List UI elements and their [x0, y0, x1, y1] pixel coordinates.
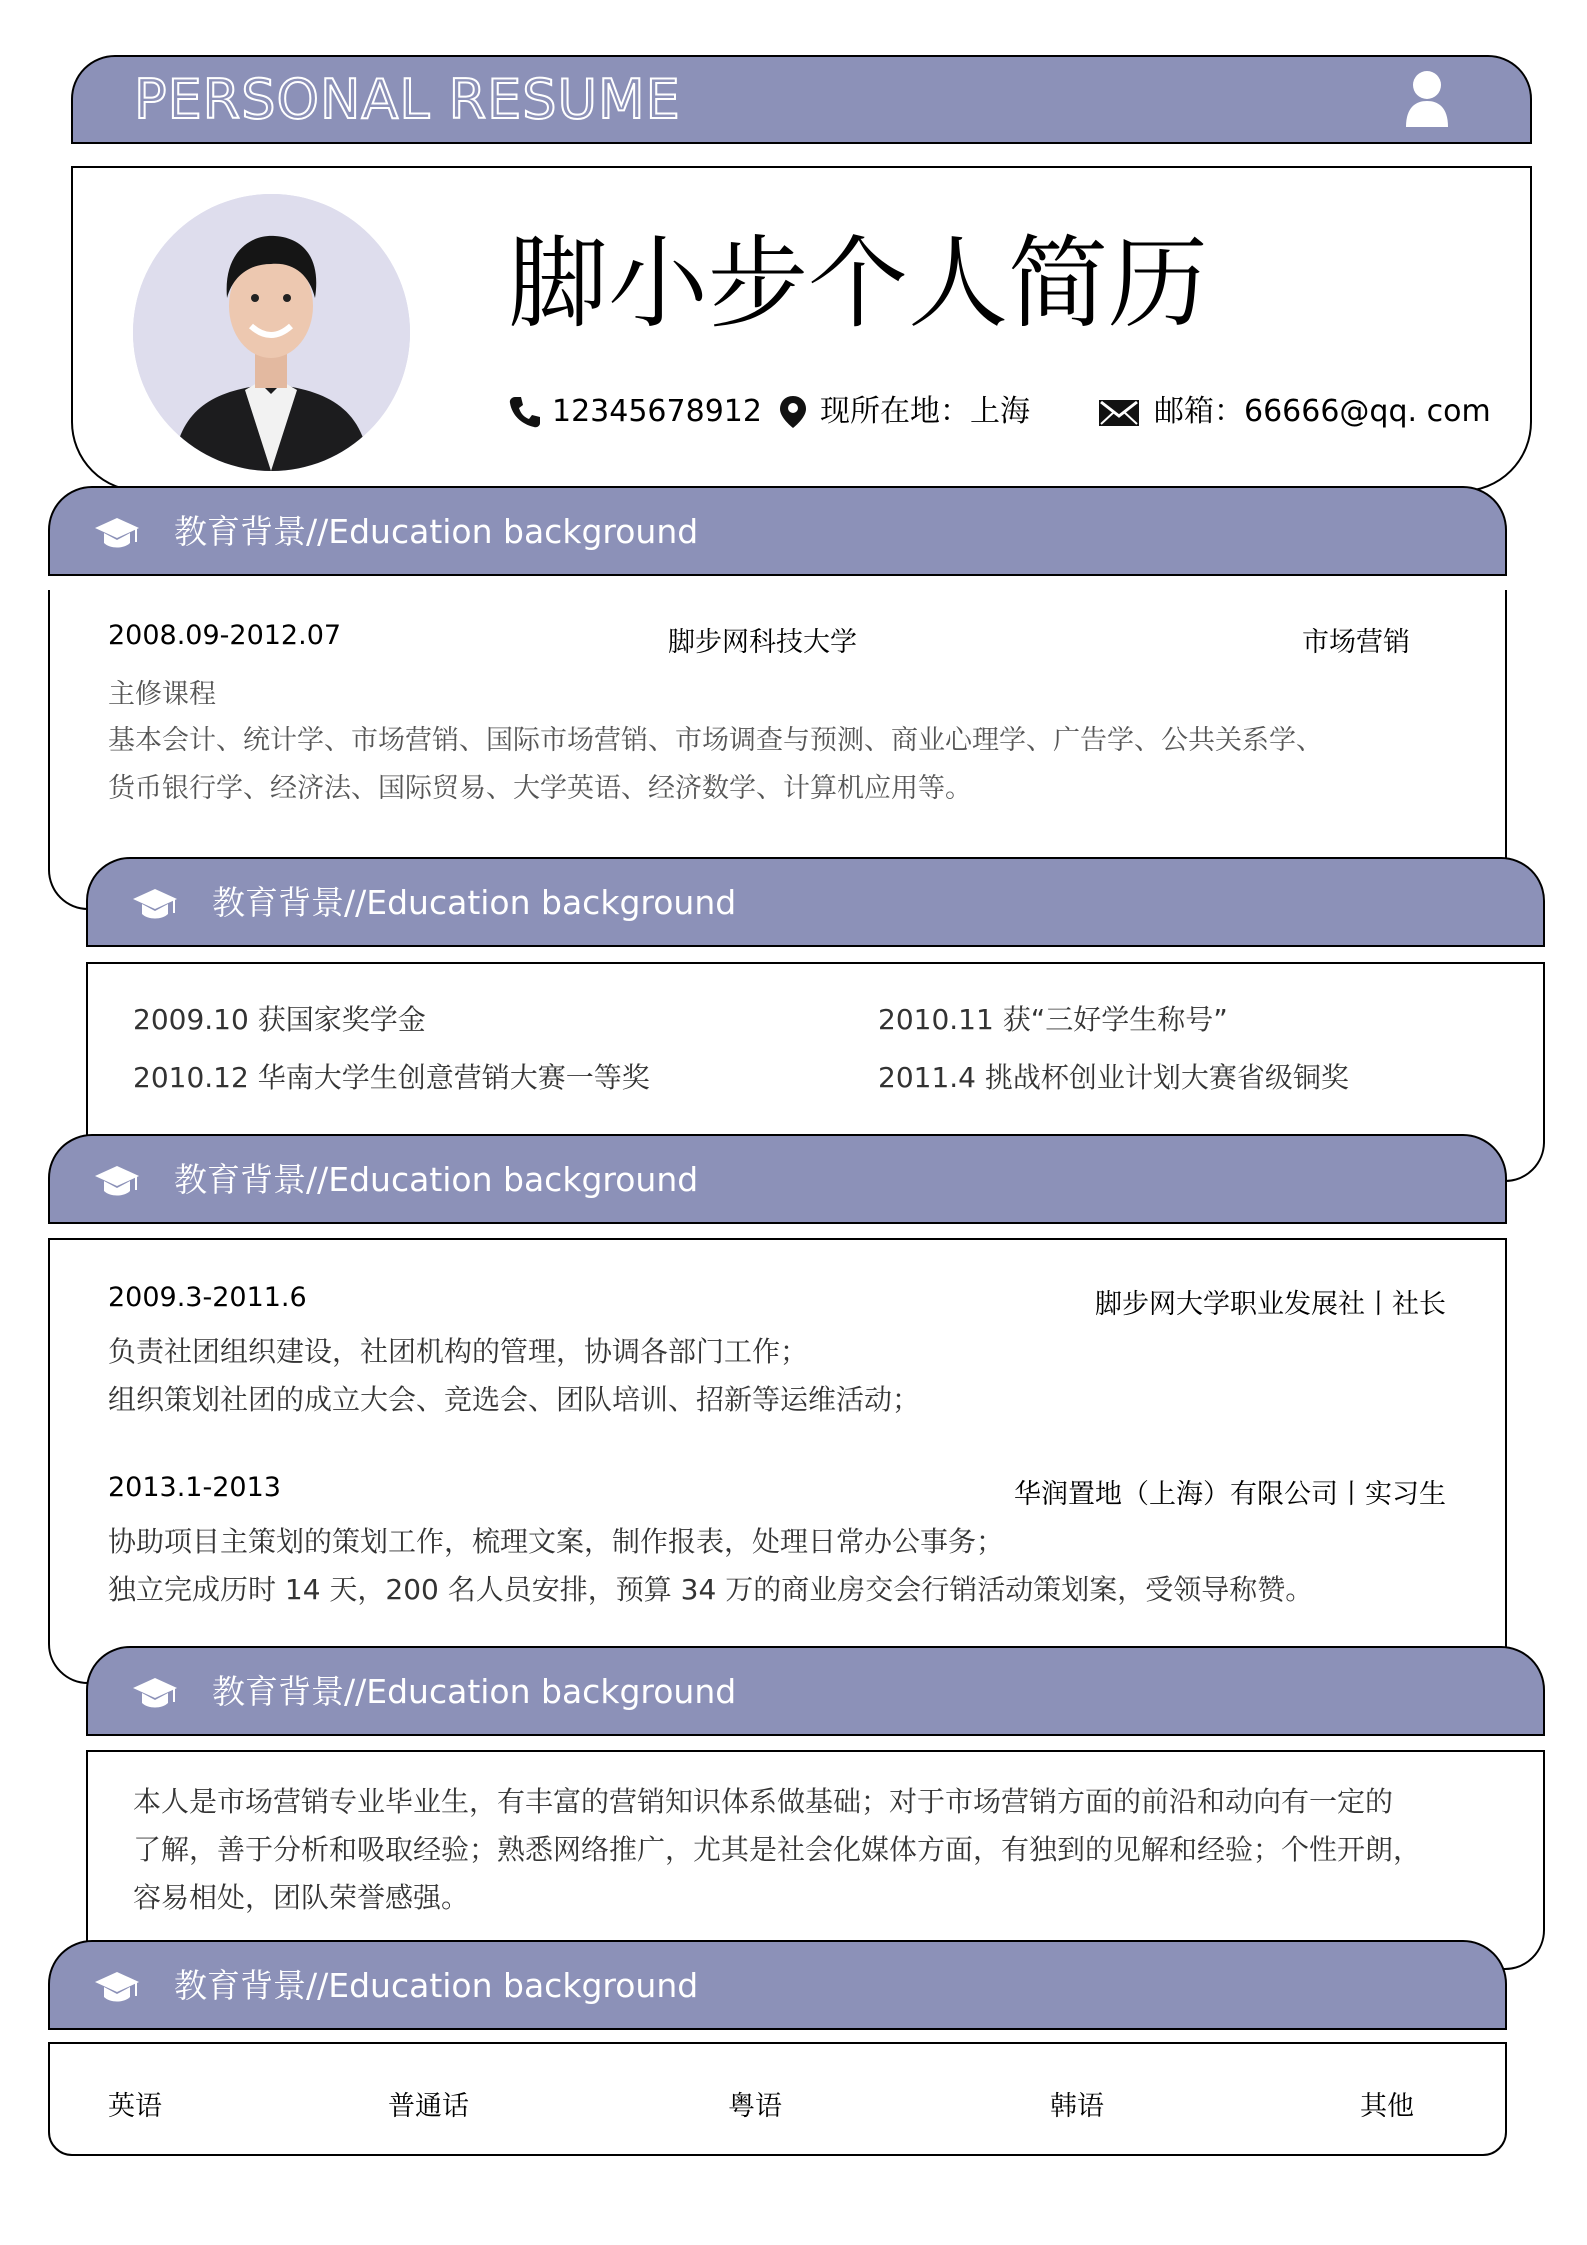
phone-number: 12345678912	[552, 394, 762, 429]
mail-icon	[1098, 395, 1140, 429]
location-pin-icon	[776, 395, 810, 429]
award-item: 2010.11 获“三好学生称号”	[878, 1003, 1228, 1036]
courses-label: 主修课程	[108, 679, 216, 710]
self-evaluation-line: 了解，善于分析和吸取经验；熟悉网络推广，尤其是社会化媒体方面，有独到的见解和经验；个性开朗，	[133, 1833, 1422, 1866]
language-item: 英语	[108, 2091, 162, 2122]
courses-line-1: 基本会计、统计学、市场营销、国际市场营销、市场调查与预测、商业心理学、广告学、公共关系学、	[108, 725, 1323, 756]
email-text: 邮箱：66666@qq. com	[1154, 394, 1491, 429]
education-period: 2008.09-2012.07	[108, 620, 342, 651]
language-item: 粤语	[728, 2091, 782, 2122]
email-contact	[1098, 389, 1518, 435]
section-title: 教育背景//Education background	[212, 883, 737, 922]
courses-line-2: 货币银行学、经济法、国际贸易、大学英语、经济数学、计算机应用等。	[108, 773, 972, 804]
experience-org: 华润置地（上海）有限公司丨实习生	[1014, 1479, 1446, 1510]
languages-section-header	[48, 1940, 1507, 2030]
location-text: 现所在地：上海	[820, 394, 1030, 429]
location-contact	[776, 389, 1066, 435]
top-banner	[71, 55, 1532, 144]
education-major: 市场营销	[1302, 627, 1410, 658]
section-title: 教育背景//Education background	[174, 512, 699, 551]
education-section-header	[48, 486, 1507, 576]
language-item: 普通话	[388, 2091, 469, 2122]
section-title: 教育背景//Education background	[174, 1160, 699, 1199]
resume-name-title: 脚小步个人简历	[508, 225, 1208, 342]
self-evaluation-line: 本人是市场营销专业毕业生，有丰富的营销知识体系做基础；对于市场营销方面的前沿和动向有一定的	[133, 1785, 1394, 1818]
avatar	[133, 194, 410, 471]
resume-en-title: PERSONAL RESUME	[134, 68, 681, 131]
experience-section-header	[48, 1134, 1507, 1224]
self-evaluation-line: 容易相处，团队荣誉感强。	[133, 1881, 470, 1914]
award-item: 2009.10 获国家奖学金	[133, 1003, 426, 1036]
experience-desc: 独立完成历时 14 天，200 名人员安排，预算 34 万的商业房交会行销活动策划案，受领导称赞。	[108, 1573, 1314, 1606]
graduation-cap-icon	[132, 887, 178, 923]
experience-desc: 负责社团组织建设，社团机构的管理，协调各部门工作；	[108, 1335, 809, 1368]
avatar-portrait	[133, 194, 410, 471]
section-title: 教育背景//Education background	[212, 1672, 737, 1711]
award-item: 2011.4 挑战杯创业计划大赛省级铜奖	[878, 1061, 1349, 1094]
graduation-cap-icon	[94, 1164, 140, 1200]
language-item: 其他	[1360, 2091, 1414, 2122]
section-title: 教育背景//Education background	[174, 1966, 699, 2005]
experience-desc: 协助项目主策划的策划工作，梳理文案，制作报表，处理日常办公事务；	[108, 1525, 1005, 1558]
phone-icon	[508, 395, 542, 429]
self-evaluation-section-header	[86, 1646, 1545, 1736]
graduation-cap-icon	[94, 516, 140, 552]
user-icon	[1404, 69, 1450, 127]
experience-org: 脚步网大学职业发展社丨社长	[1095, 1289, 1446, 1320]
experience-period: 2009.3-2011.6	[108, 1282, 307, 1313]
education-school: 脚步网科技大学	[668, 627, 857, 658]
language-item: 韩语	[1050, 2091, 1104, 2122]
graduation-cap-icon	[94, 1970, 140, 2006]
award-item: 2010.12 华南大学生创意营销大赛一等奖	[133, 1061, 650, 1094]
experience-period: 2013.1-2013	[108, 1472, 281, 1503]
graduation-cap-icon	[132, 1676, 178, 1712]
phone-contact	[508, 389, 762, 435]
awards-section-header	[86, 857, 1545, 947]
experience-desc: 组织策划社团的成立大会、竞选会、团队培训、招新等运维活动；	[108, 1383, 921, 1416]
